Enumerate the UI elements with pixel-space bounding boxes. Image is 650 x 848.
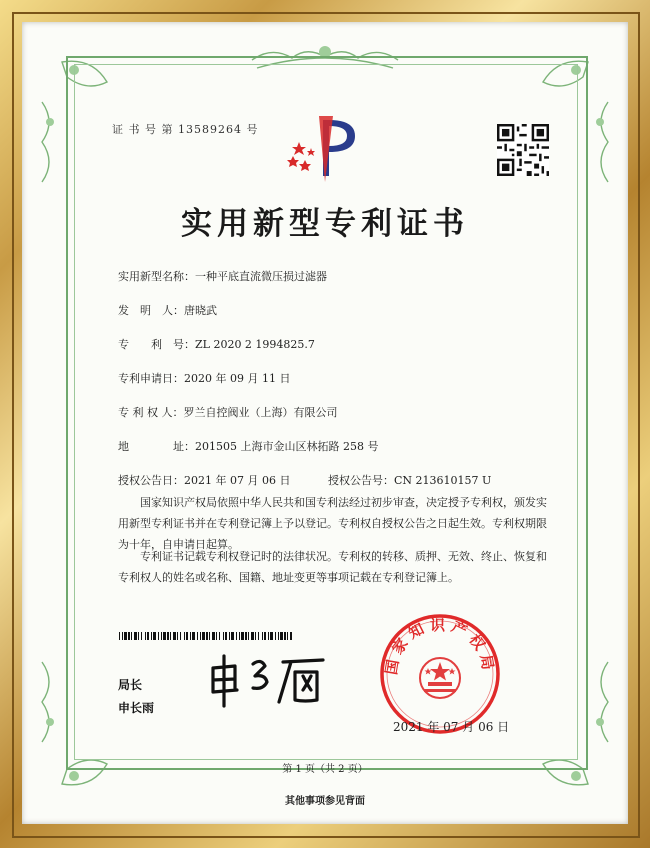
qr-code-icon [497,124,549,176]
announcement-number-field [328,472,491,488]
application-date-field [118,370,290,386]
utility-model-name-label: 实用新型名称： [118,270,195,283]
inventor-value: 唐晓武 [184,304,217,317]
barcode-bar [225,632,227,640]
application-date-label: 专利申请日： [118,372,184,385]
barcode-bar [239,632,240,640]
patent-number-value: ZL 2020 2 1994825.7 [195,338,315,351]
page-number: 第 1 页（共 2 页） [282,764,368,775]
barcode-bar [141,632,142,640]
barcode-bar [268,632,269,640]
barcode-bar [245,632,247,640]
grant-statement-paragraph: 国家知识产权局依照中华人民共和国专利法经过初步审查，决定授予专利权，颁发实用新型专利证书并在专利登记簿上予以登记。专利权自授权公告之日起生效。专利权期限为十年，自申请日起算。 [118,496,547,551]
barcode-bar [128,632,130,640]
barcode-bar [258,632,259,640]
announcement-date-label: 授权公告日： [118,474,184,487]
barcode-bar [131,632,132,640]
director-signature-icon [205,650,335,710]
announcement-number-label: 授权公告号： [328,474,394,487]
barcode-bar [290,632,292,640]
barcode-bar [219,632,220,640]
barcode-bar [275,632,276,640]
barcode-bar [134,632,137,640]
barcode-bar [241,632,244,640]
barcode-bar [270,632,273,640]
barcode-bar [248,632,249,640]
left-ornament-bottom [42,662,49,742]
barcode-bar [280,632,283,640]
barcode-bar [186,632,188,640]
barcode-bar [180,632,181,640]
certificate-title: 实用新型专利证书 [181,206,469,242]
barcode-icon [119,632,292,640]
seal-date: 2021 年 07 月 06 日 [393,720,510,734]
address-label: 地 址： [118,440,195,453]
barcode-bar [202,632,205,640]
barcode-bar [236,632,237,640]
barcode-bar [167,632,169,640]
barcode-bar [287,632,288,640]
barcode-bar [212,632,215,640]
barcode-bar [251,632,254,640]
left-ornament-top [42,102,49,182]
patent-holder-value: 罗兰自控阀业（上海）有限公司 [183,406,338,419]
barcode-bar [216,632,217,640]
right-ornament-bottom [601,662,608,742]
patent-number-field [118,336,315,352]
barcode-bar [209,632,210,640]
barcode-bar [138,632,139,640]
barcode-bar [145,632,146,640]
director-title: 局长 [118,678,143,692]
barcode-bar [255,632,256,640]
barcode-bar [192,632,195,640]
patent-number-label: 专 利 号： [118,338,195,351]
barcode-bar [122,632,123,640]
barcode-bar [231,632,234,640]
utility-model-name-value: 一种平底直流微压损过滤器 [195,270,327,283]
announcement-number-value: CN 213610157 U [394,474,492,487]
barcode-bar [124,632,127,640]
barcode-bar [153,632,156,640]
barcode-bar [262,632,263,640]
barcode-bar [206,632,208,640]
patent-holder-field [118,404,338,420]
barcode-bar [151,632,152,640]
director-name: 申长雨 [118,701,155,715]
barcode-bar [161,632,162,640]
address-field [118,438,378,454]
footer-note: 其他事项参见背面 [285,796,365,807]
inventor-label: 发 明 人： [118,304,184,317]
barcode-bar [190,632,191,640]
barcode-bar [229,632,230,640]
address-value: 201505 上海市金山区林拓路 258 号 [195,440,379,453]
legal-status-paragraph: 专利证书记载专利权登记时的法律状况。专利权的转移、质押、无效、终止、恢复和专利权人的姓名或名称、国籍、地址变更等事项记载在专利登记簿上。 [118,550,547,584]
barcode-bar [264,632,266,640]
barcode-bar [163,632,166,640]
inventor-field [118,302,217,318]
barcode-bar [147,632,149,640]
patent-office-logo-icon [285,112,365,184]
seal-text: 国家知识产权局 [382,615,498,677]
barcode-bar [284,632,286,640]
certificate-number: 证 书 号 第 13589264 号 [112,123,259,136]
barcode-bar [197,632,198,640]
barcode-bar [278,632,279,640]
barcode-bar [223,632,224,640]
announcement-date-value: 2021 年 07 月 06 日 [184,474,291,487]
barcode-bar [177,632,178,640]
barcode-bar [173,632,176,640]
barcode-bar [170,632,171,640]
application-date-value: 2020 年 09 月 11 日 [184,372,291,385]
utility-model-name-field [118,268,327,284]
barcode-bar [158,632,159,640]
barcode-bar [184,632,185,640]
barcode-bar [119,632,120,640]
patent-holder-label: 专 利 权 人： [118,406,184,419]
right-ornament-top [601,102,608,182]
announcement-date-field [118,472,290,488]
barcode-bar [200,632,201,640]
